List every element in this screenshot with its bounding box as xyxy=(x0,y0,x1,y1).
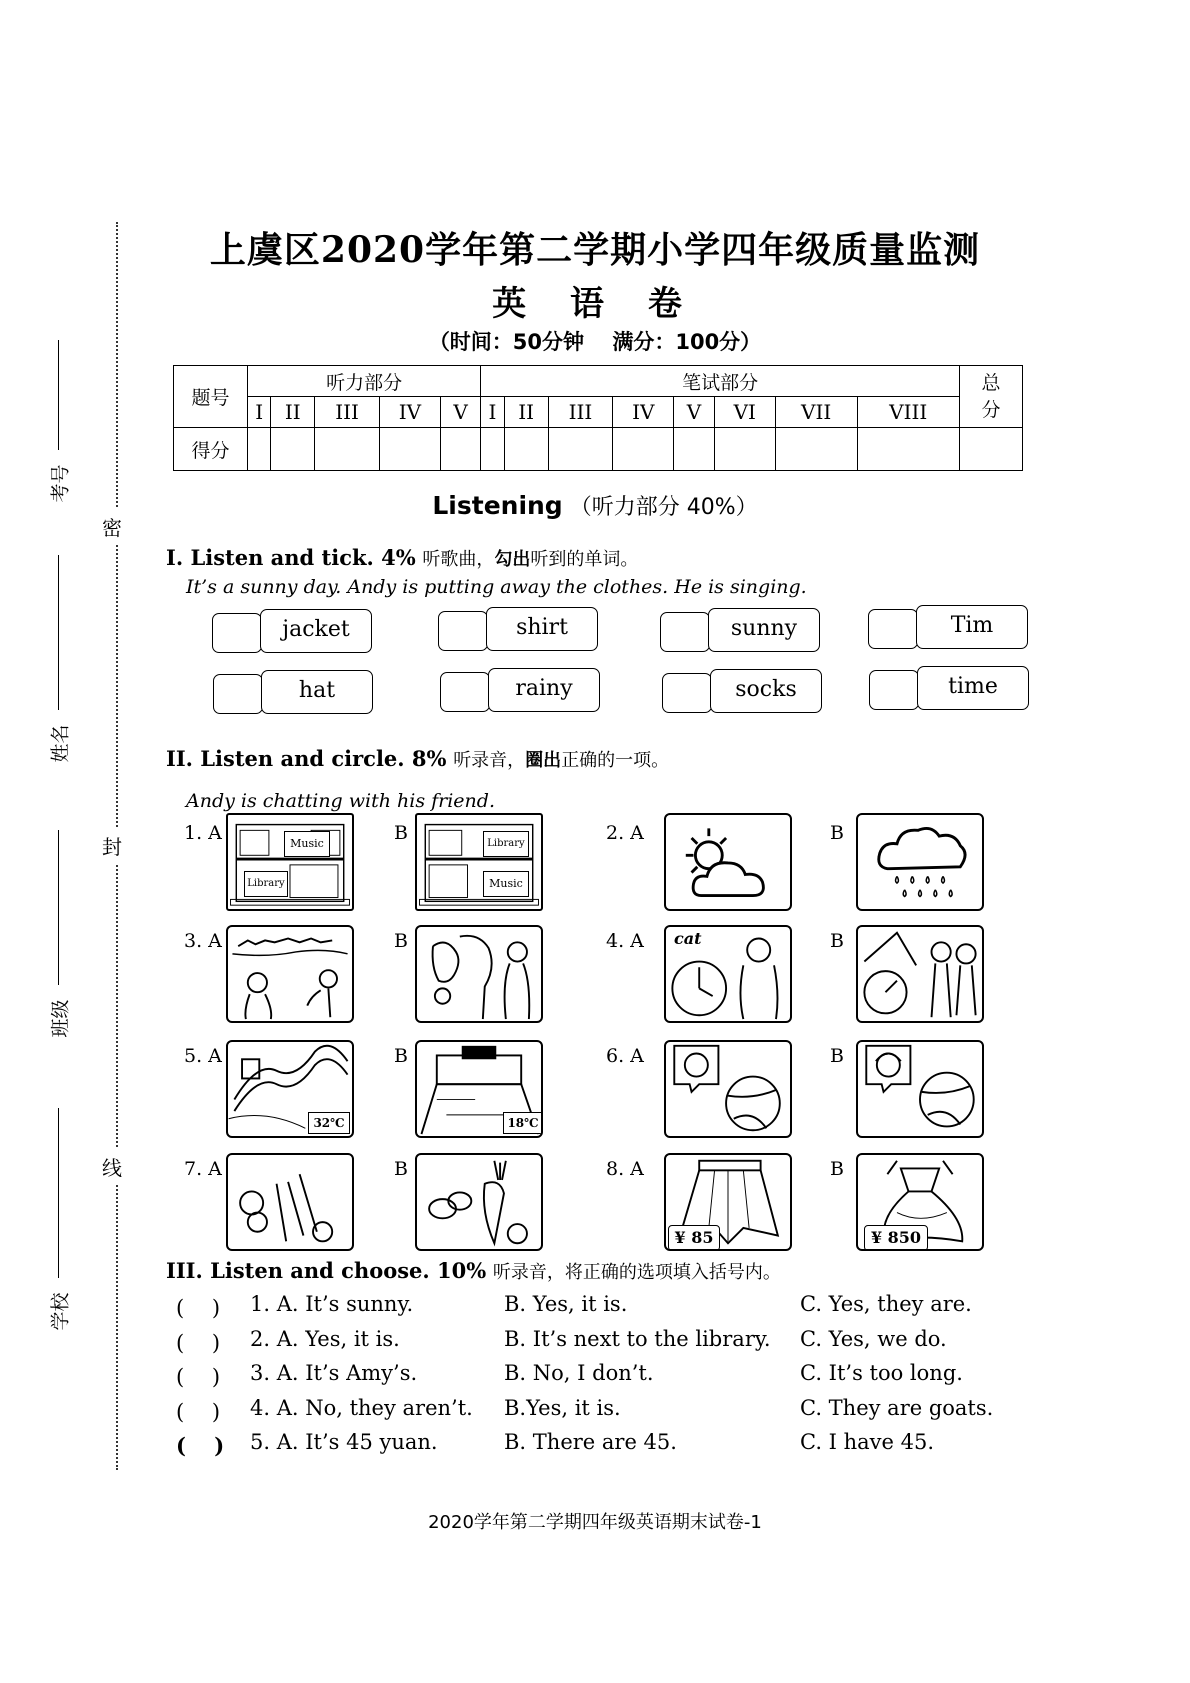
row-label-score: 得分 xyxy=(174,428,248,471)
option-a: 3. A. It’s Amy’s. xyxy=(250,1361,418,1385)
section1-title-text: I. Listen and tick. 4% xyxy=(166,545,416,570)
answer-paren[interactable]: ( ) xyxy=(176,1400,221,1424)
tick-item-tim[interactable] xyxy=(868,609,1028,649)
writing-col: VIII xyxy=(857,397,959,428)
school-line xyxy=(58,1108,59,1278)
writing-col: III xyxy=(548,397,613,428)
listening-header: 听力部分 xyxy=(248,366,481,397)
price-tag-85: ¥ 85 xyxy=(668,1225,720,1251)
score-cell[interactable] xyxy=(315,428,380,471)
tick-item-shirt[interactable] xyxy=(438,611,598,651)
margin-char-xian: 线 xyxy=(102,1148,122,1185)
answer-paren[interactable]: ( ) xyxy=(176,1296,221,1320)
rain-cloud-icon xyxy=(858,815,982,909)
tick-item-jacket[interactable] xyxy=(212,613,372,653)
score-table xyxy=(173,365,1023,471)
section2-instr-pre: 听录音， xyxy=(453,750,526,771)
q1b-label[interactable]: B xyxy=(394,822,408,844)
library-sign: Library xyxy=(483,831,529,857)
tick-word: jacket xyxy=(260,609,372,653)
option-a: 2. A. Yes, it is. xyxy=(250,1327,400,1351)
section3-title xyxy=(166,1258,781,1284)
class-field[interactable] xyxy=(40,830,70,1040)
school-label: 学校 xyxy=(49,1292,72,1331)
score-cell[interactable] xyxy=(674,428,714,471)
clock-teacher-image[interactable] xyxy=(664,925,792,1023)
rainy-image[interactable] xyxy=(856,813,984,911)
name-line xyxy=(58,555,59,710)
score-cell[interactable] xyxy=(857,428,959,471)
class-line xyxy=(58,830,59,985)
girl-ball-icon xyxy=(858,1042,982,1136)
q2a-label[interactable]: 2. A xyxy=(606,822,644,844)
temperature-18: 18℃ xyxy=(503,1112,543,1134)
tick-box[interactable] xyxy=(213,674,263,714)
writing-col: VI xyxy=(714,397,775,428)
tick-word: sunny xyxy=(708,608,820,652)
section1-instr-pre: 听歌曲， xyxy=(422,549,495,570)
writing-col: II xyxy=(504,397,548,428)
section1-title xyxy=(166,545,638,571)
school-field[interactable] xyxy=(40,1108,70,1333)
exam-number-field[interactable] xyxy=(40,340,72,503)
time-info: （时间：50分钟 满分：100分） xyxy=(428,330,762,354)
section2-instr-post: 正确的一项。 xyxy=(561,750,670,771)
horses-scene-image[interactable] xyxy=(226,925,354,1023)
horse-close-image[interactable] xyxy=(415,925,543,1023)
section2-title-text: II. Listen and circle. 8% xyxy=(166,746,447,771)
writing-col: VII xyxy=(775,397,857,428)
tick-word: shirt xyxy=(486,607,598,651)
tick-box[interactable] xyxy=(660,612,710,652)
tick-item-time[interactable] xyxy=(869,670,1029,710)
score-cell[interactable] xyxy=(379,428,440,471)
q6a-label[interactable]: 6. A xyxy=(606,1045,644,1067)
page-footer: 2020学年第二学期四年级英语期末试卷-1 xyxy=(428,1512,762,1533)
tick-word: rainy xyxy=(488,668,600,712)
section2-instr-bold: 圈出 xyxy=(525,750,562,771)
option-b: B. There are 45. xyxy=(504,1430,677,1454)
listening-heading xyxy=(0,490,1190,521)
great-wall-image[interactable] xyxy=(226,1040,354,1138)
q3a-label[interactable]: 3. A xyxy=(184,930,222,952)
name-label: 姓名 xyxy=(49,724,72,763)
section2-context: Andy is chatting with his friend. xyxy=(186,790,495,812)
score-cell[interactable] xyxy=(775,428,857,471)
margin-char-mi: 密 xyxy=(102,508,122,545)
horse-face-icon xyxy=(417,927,541,1021)
tick-box[interactable] xyxy=(212,613,262,653)
tick-box[interactable] xyxy=(438,611,488,651)
score-cell[interactable] xyxy=(960,428,1023,471)
option-c: C. It’s too long. xyxy=(800,1361,963,1385)
score-cell[interactable] xyxy=(714,428,775,471)
potala-palace-image[interactable] xyxy=(415,1040,543,1138)
section3-instruction: 听录音，将正确的选项填入括号内。 xyxy=(492,1262,781,1283)
q7b-label[interactable]: B xyxy=(394,1158,408,1180)
option-c: C. Yes, they are. xyxy=(800,1292,972,1316)
tick-item-socks[interactable] xyxy=(662,673,822,713)
q4b-label[interactable]: B xyxy=(830,930,844,952)
vegetables-icon xyxy=(228,1155,352,1249)
option-b: B. Yes, it is. xyxy=(504,1292,628,1316)
score-cell[interactable] xyxy=(440,428,480,471)
answer-paren[interactable]: ( ) xyxy=(176,1433,225,1458)
total-header-text: 总分 xyxy=(981,371,1001,421)
total-header xyxy=(960,366,1023,428)
tick-word: socks xyxy=(710,669,822,713)
score-cell[interactable] xyxy=(481,428,504,471)
section1-instr-bold: 勾出 xyxy=(494,549,531,570)
section1-context: It’s a sunny day. Andy is putting away the clothes. He is singing. xyxy=(186,576,807,598)
writing-col: IV xyxy=(613,397,674,428)
tick-box[interactable] xyxy=(869,670,919,710)
clock-students-icon xyxy=(858,927,982,1021)
option-a: 4. A. No, they aren’t. xyxy=(250,1396,473,1420)
tick-item-sunny[interactable] xyxy=(660,612,820,652)
writing-col: I xyxy=(481,397,504,428)
girl-ball-image[interactable] xyxy=(856,1040,984,1138)
name-field[interactable] xyxy=(40,555,70,765)
vegetables-b-image[interactable] xyxy=(415,1153,543,1251)
temperature-32: 32℃ xyxy=(308,1112,350,1134)
option-c: C. Yes, we do. xyxy=(800,1327,947,1351)
row-label-question: 题号 xyxy=(174,366,248,428)
building-library-top-image[interactable] xyxy=(415,813,543,911)
building-music-top-image[interactable] xyxy=(226,813,354,911)
tick-word: hat xyxy=(261,670,373,714)
section2-title xyxy=(166,746,669,772)
music-sign: Music xyxy=(284,831,330,857)
exam-title: 上虞区2020学年第二学期小学四年级质量监测 xyxy=(209,229,981,271)
exam-subtitle: 英 语 卷 xyxy=(492,284,698,324)
boy-ball-icon xyxy=(666,1042,790,1136)
margin-char-feng: 封 xyxy=(102,827,122,864)
score-cell[interactable] xyxy=(271,428,315,471)
q6b-label[interactable]: B xyxy=(830,1045,844,1067)
boy-ball-image[interactable] xyxy=(664,1040,792,1138)
writing-col: V xyxy=(674,397,714,428)
listening-col: III xyxy=(315,397,380,428)
vegetables-a-image[interactable] xyxy=(226,1153,354,1251)
q7a-label[interactable]: 7. A xyxy=(184,1158,222,1180)
q2b-label[interactable]: B xyxy=(830,822,844,844)
clock-students-image[interactable] xyxy=(856,925,984,1023)
q5a-label[interactable]: 5. A xyxy=(184,1045,222,1067)
option-b: B. It’s next to the library. xyxy=(504,1327,771,1351)
tick-word: Tim xyxy=(916,605,1028,649)
answer-paren[interactable]: ( ) xyxy=(176,1365,221,1389)
exam-number-line xyxy=(58,340,59,450)
music-sign: Music xyxy=(483,871,529,897)
section1-instr-post: 听到的单词。 xyxy=(530,549,639,570)
sunny-cloudy-image[interactable] xyxy=(664,813,792,911)
listening-heading-zh: （听力部分 40%） xyxy=(569,495,758,520)
potato-carrot-icon xyxy=(417,1155,541,1249)
q4a-label[interactable]: 4. A xyxy=(606,930,644,952)
listening-col: II xyxy=(271,397,315,428)
option-c: C. They are goats. xyxy=(800,1396,994,1420)
sun-cloud-icon xyxy=(666,815,790,909)
q8a-label[interactable]: 8. A xyxy=(606,1158,644,1180)
answer-paren[interactable]: ( ) xyxy=(176,1331,221,1355)
option-c: C. I have 45. xyxy=(800,1430,935,1454)
listening-heading-en: Listening xyxy=(432,491,563,520)
class-label: 班级 xyxy=(49,999,72,1038)
q1a-label[interactable]: 1. A xyxy=(184,822,222,844)
listening-col: V xyxy=(440,397,480,428)
score-cell[interactable] xyxy=(248,428,271,471)
tick-box[interactable] xyxy=(662,673,712,713)
tick-box[interactable] xyxy=(440,672,490,712)
q8b-label[interactable]: B xyxy=(830,1158,844,1180)
cat-word: cat xyxy=(674,929,702,948)
tick-box[interactable] xyxy=(868,609,918,649)
listening-col: IV xyxy=(379,397,440,428)
option-a: 5. A. It’s 45 yuan. xyxy=(250,1430,438,1454)
tick-item-hat[interactable] xyxy=(213,674,373,714)
library-sign: Library xyxy=(244,871,288,897)
price-tag-850: ¥ 850 xyxy=(864,1225,928,1251)
score-cell[interactable] xyxy=(613,428,674,471)
q3b-label[interactable]: B xyxy=(394,930,408,952)
writing-header: 笔试部分 xyxy=(481,366,960,397)
listening-col: I xyxy=(248,397,271,428)
tick-word: time xyxy=(917,666,1029,710)
skirt-image[interactable] xyxy=(664,1153,792,1251)
tick-item-rainy[interactable] xyxy=(440,672,600,712)
section3-title-text: III. Listen and choose. 10% xyxy=(166,1258,487,1283)
option-a: 1. A. It’s sunny. xyxy=(250,1292,414,1316)
score-cell[interactable] xyxy=(504,428,548,471)
q5b-label[interactable]: B xyxy=(394,1045,408,1067)
dress-image[interactable] xyxy=(856,1153,984,1251)
exam-number-label: 考号 xyxy=(49,464,72,503)
option-b: B.Yes, it is. xyxy=(504,1396,621,1420)
horses-icon xyxy=(228,927,352,1021)
score-cell[interactable] xyxy=(548,428,613,471)
option-b: B. No, I don’t. xyxy=(504,1361,654,1385)
